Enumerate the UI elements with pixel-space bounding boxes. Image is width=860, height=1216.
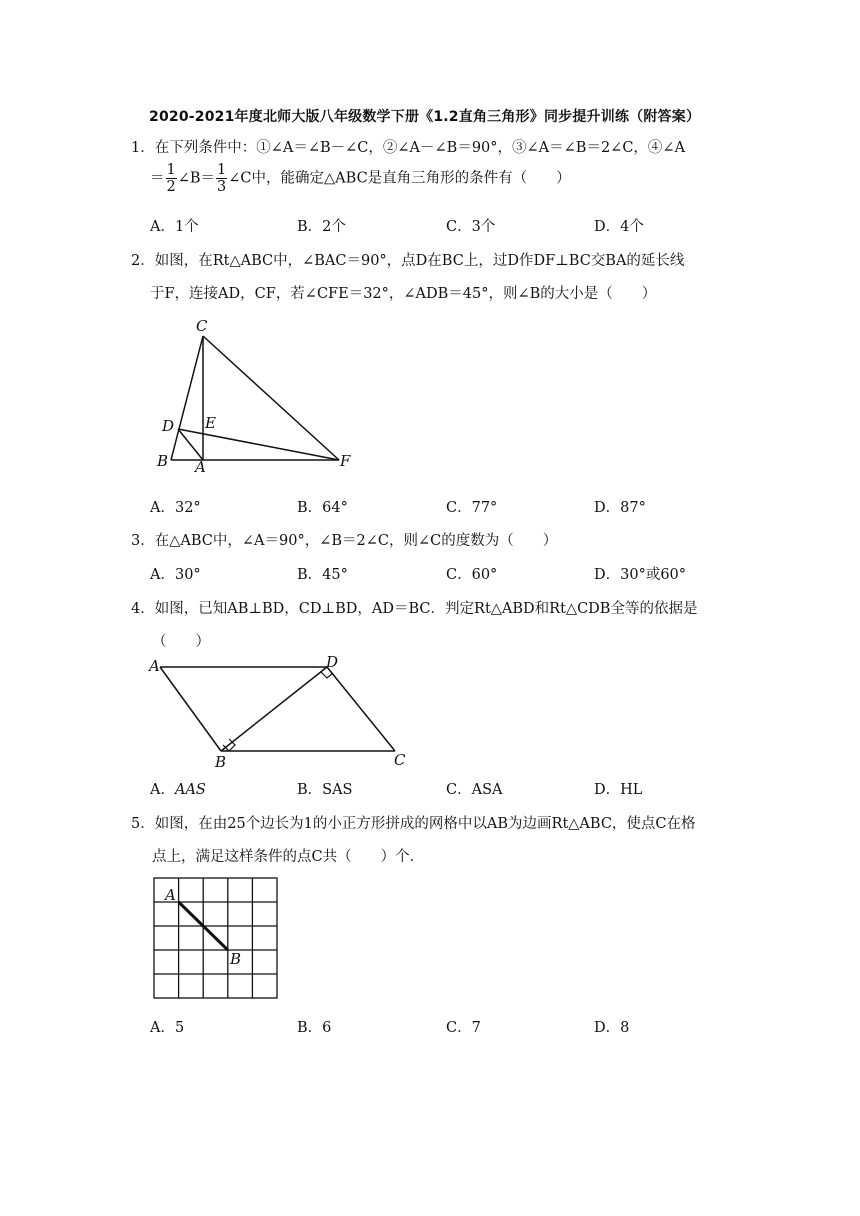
- q2-stem-line1: 2．如图，在Rt△ABC中，∠BAC＝90°，点D在BC上，过D作DF⊥BC交BA的延长线: [131, 253, 685, 269]
- q3-option-a[interactable]: A．30°: [150, 567, 201, 583]
- q4-label-a: A: [149, 657, 160, 675]
- q1-option-c[interactable]: C．3个: [446, 219, 496, 235]
- q2-label-f: F: [340, 452, 351, 470]
- q2-label-c: C: [196, 317, 208, 335]
- q5-option-a[interactable]: A．5: [150, 1020, 185, 1036]
- page-title: 2020-2021年度北师大版八年级数学下册《1.2直角三角形》同步提升训练（附答案）: [149, 109, 701, 125]
- q4-option-b[interactable]: B．SAS: [297, 782, 353, 798]
- q1-stem-line2: [150, 162, 571, 195]
- q2-stem-line2: 于F，连接AD，CF，若∠CFE＝32°，∠ADB＝45°，则∠B的大小是（ ）: [150, 286, 657, 302]
- q1-stem-post: ∠C中，能确定△ABC是直角三角形的条件有（ ）: [228, 170, 571, 187]
- q4-option-c[interactable]: C．ASA: [446, 782, 503, 798]
- q5-label-a: A: [165, 886, 176, 904]
- q4-label-c: C: [394, 751, 406, 769]
- frac-denominator: 2: [166, 179, 176, 195]
- q1-fraction-half: [166, 162, 177, 195]
- q3-option-c[interactable]: C．60°: [446, 567, 498, 583]
- q2-option-c[interactable]: C．77°: [446, 500, 498, 516]
- q1-stem-line1: 1．在下列条件中：①∠A＝∠B－∠C，②∠A－∠B＝90°，③∠A＝∠B＝2∠C，④∠A: [131, 140, 686, 156]
- q2-label-e: E: [205, 414, 216, 432]
- q4-label-b: B: [215, 753, 227, 770]
- q4-figure-quadrilateral: [145, 654, 415, 770]
- q4-stem-line1: 4．如图，已知AB⊥BD，CD⊥BD，AD＝BC．判定Rt△ABD和Rt△CDB全等的依据是: [131, 601, 698, 617]
- q4-option-a[interactable]: A．AAS: [150, 782, 206, 798]
- q5-option-d[interactable]: D．8: [594, 1020, 630, 1036]
- q2-label-d: D: [162, 417, 175, 435]
- q2-option-a[interactable]: A．32°: [150, 500, 201, 516]
- frac-numerator: 1: [166, 162, 176, 178]
- q2-label-b: B: [157, 452, 169, 470]
- q3-option-b[interactable]: B．45°: [297, 567, 348, 583]
- q5-option-c[interactable]: C．7: [446, 1020, 481, 1036]
- q4-option-d[interactable]: D．HL: [594, 782, 643, 798]
- q1-stem-pre: ＝: [150, 170, 165, 187]
- q3-stem-line1: 3．在△ABC中，∠A＝90°，∠B＝2∠C，则∠C的度数为（ ）: [131, 533, 558, 549]
- frac-denominator: 3: [217, 179, 227, 195]
- q1-stem-mid: ∠B＝: [177, 170, 216, 187]
- q4-stem-line2: （ ）: [152, 634, 210, 650]
- q5-stem-line1: 5．如图，在由25个边长为1的小正方形拼成的网格中以AB为边画Rt△ABC，使点C在格: [131, 816, 696, 832]
- q5-stem-line2: 点上，满足这样条件的点C共（ ）个．: [152, 849, 425, 865]
- q1-fraction-third: [216, 162, 227, 195]
- q5-option-b[interactable]: B．6: [297, 1020, 332, 1036]
- q4-label-d: D: [326, 654, 339, 671]
- q5-figure-grid: [150, 874, 282, 1002]
- q1-option-d[interactable]: D．4个: [594, 219, 644, 235]
- q3-option-d[interactable]: D．30°或60°: [594, 567, 687, 583]
- q2-option-d[interactable]: D．87°: [594, 500, 646, 516]
- q1-option-a[interactable]: A．1个: [150, 219, 199, 235]
- q1-option-b[interactable]: B．2个: [297, 219, 346, 235]
- q2-figure-triangle: [150, 312, 360, 474]
- frac-numerator: 1: [217, 162, 227, 178]
- q4-option-a-text: AAS: [174, 782, 206, 798]
- q2-option-b[interactable]: B．64°: [297, 500, 348, 516]
- q2-label-a: A: [195, 458, 206, 474]
- q5-label-b: B: [230, 950, 242, 968]
